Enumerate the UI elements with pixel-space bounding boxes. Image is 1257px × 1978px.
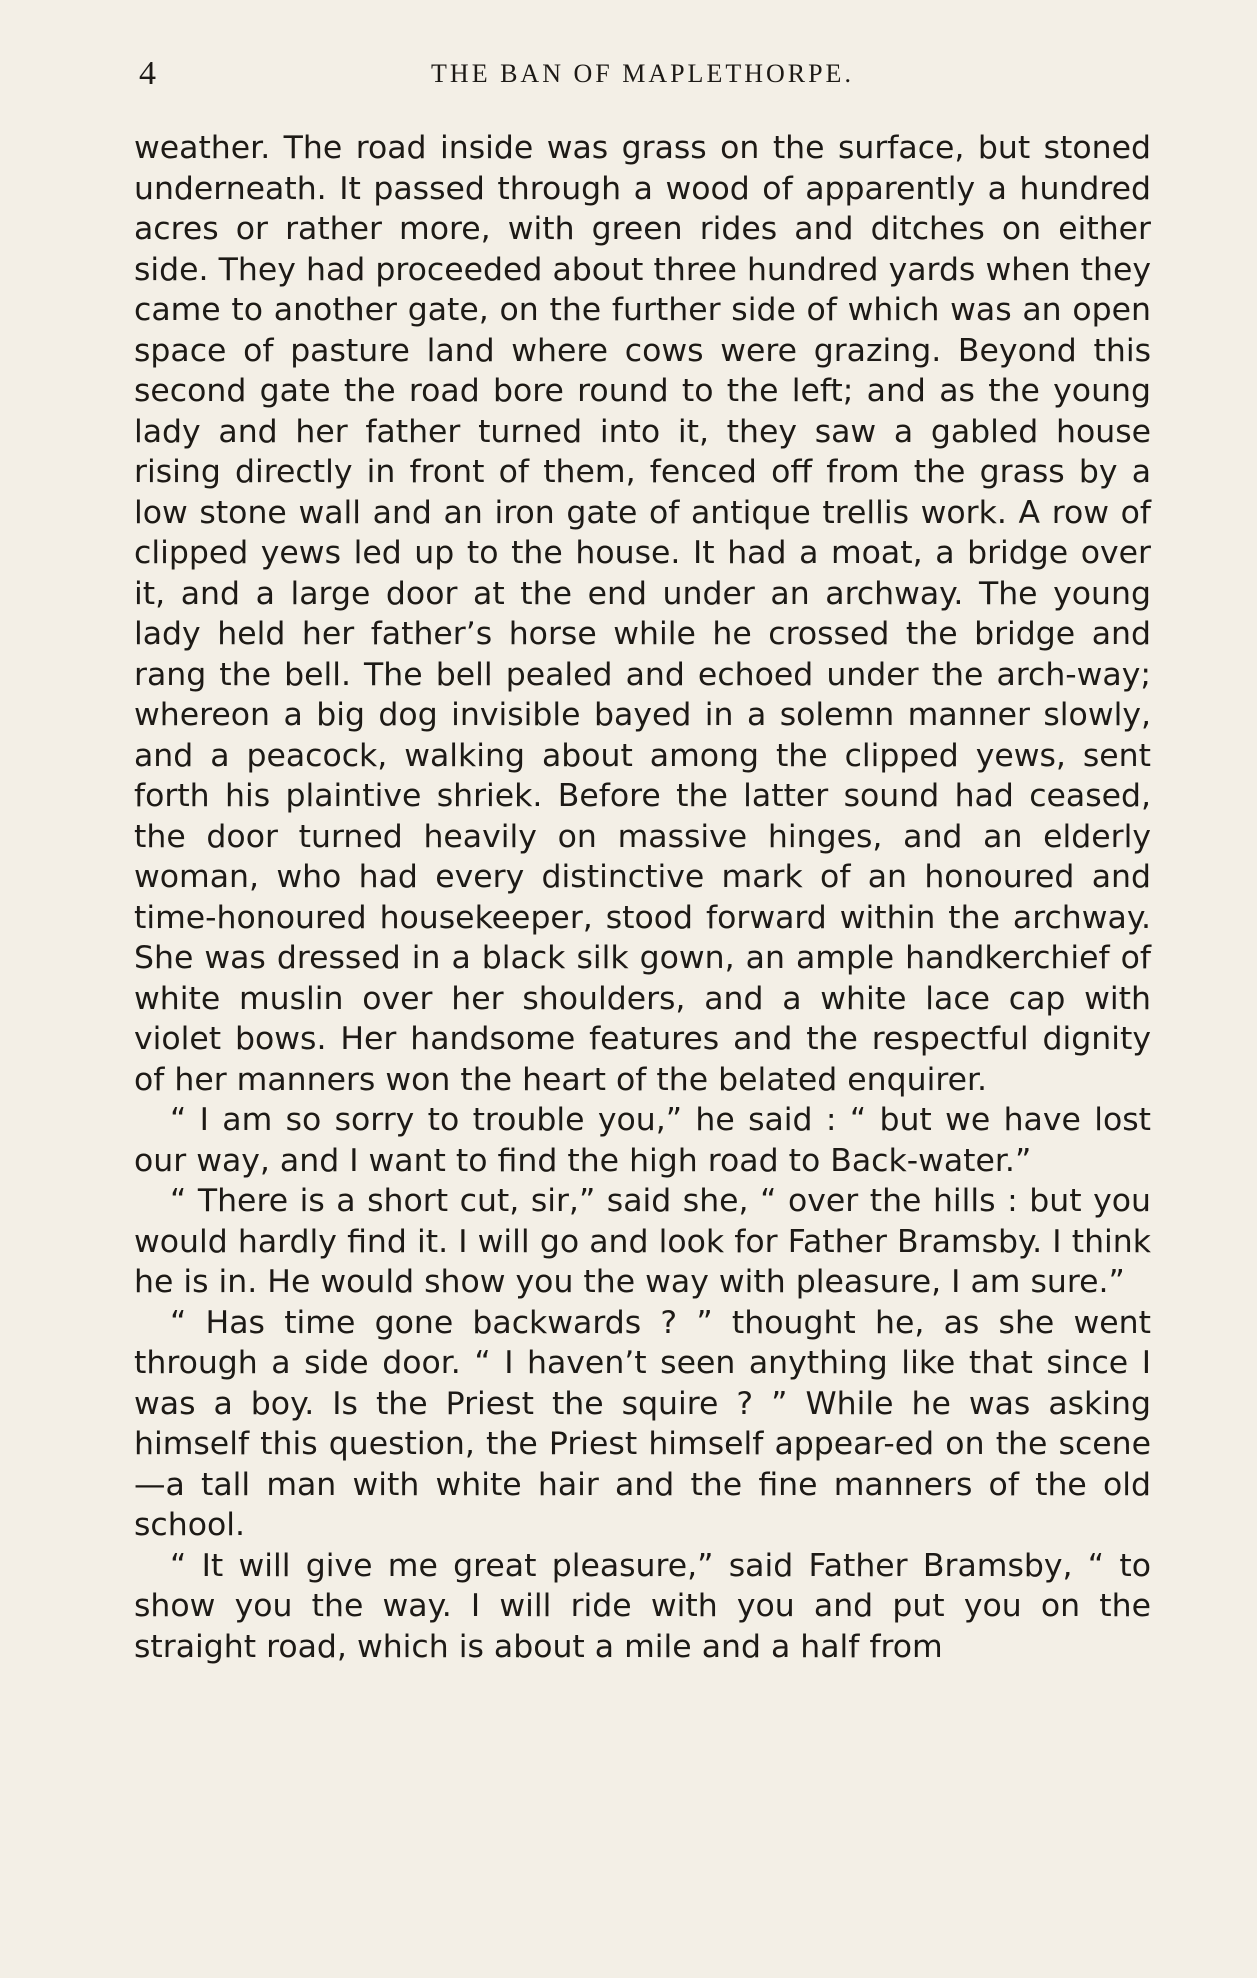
paragraph-narration: “ Has time gone backwards ? ” thought he, as she went through a side door. “ I haven’t seen anything like that since I was a boy. Is the Priest the squire ? ” While he was asking himself this question, the Priest himself appear-ed on the scene—a tall man with white hair and the fine manners of the old school. bbox=[134, 1304, 1151, 1543]
running-head bbox=[134, 54, 1151, 94]
page-number: 4 bbox=[139, 55, 156, 92]
paragraph-continuation: weather. The road inside was grass on the surface, but stoned underneath. It passed through a wood of apparently a hundred acres or rather more, with green rides and ditches on either side. They had proceeded about three hundred yards when they came to another gate, on the further side of which was an open space of pasture land where cows were grazing. Beyond this second gate the road bore round to the left; and as the young lady and her father turned into it, they saw a gabled house rising directly in front of them, fenced off from the grass by a low stone wall and an iron gate of antique trellis work. A row of clipped yews led up to the house. It had a moat, a bridge over it, and a large door at the end under an archway. The young lady held her father’s horse while he crossed the bridge and rang the bell. The bell pealed and echoed under the arch-way; whereon a big dog invisible bayed in a solemn manner slowly, and a peacock, walking about among the clipped yews, sent forth his plaintive shriek. Before the latter sound had ceased, the door turned heavily on massive hinges, and an elderly woman, who had every distinctive mark of an honoured and time-honoured housekeeper, stood forward within the archway. She was dressed in a black silk gown, an ample handkerchief of white muslin over her shoulders, and a white lace cap with violet bows. Her handsome features and the respectful dignity of her manners won the heart of the belated enquirer. bbox=[134, 130, 1151, 1098]
paragraph-dialogue-housekeeper: “ There is a short cut, sir,” said she, “ over the hills : but you would hardly find it. I will go and look for Father Bramsby. I think he is in. He would show you the way with pleasure, I am sure.” bbox=[134, 1183, 1151, 1300]
paragraph-dialogue-priest: “ It will give me great pleasure,” said Father Bramsby, “ to show you the way. I will ride with you and put you on the straight road, which is about a mile and a half from bbox=[134, 1547, 1151, 1665]
running-title: THE BAN OF MAPLETHORPE. bbox=[431, 59, 854, 88]
body-text bbox=[134, 128, 1151, 1667]
paragraph-dialogue-enquirer: “ I am so sorry to trouble you,” he said : “ but we have lost our way, and I want to find the high road to Back-water.” bbox=[134, 1102, 1151, 1179]
